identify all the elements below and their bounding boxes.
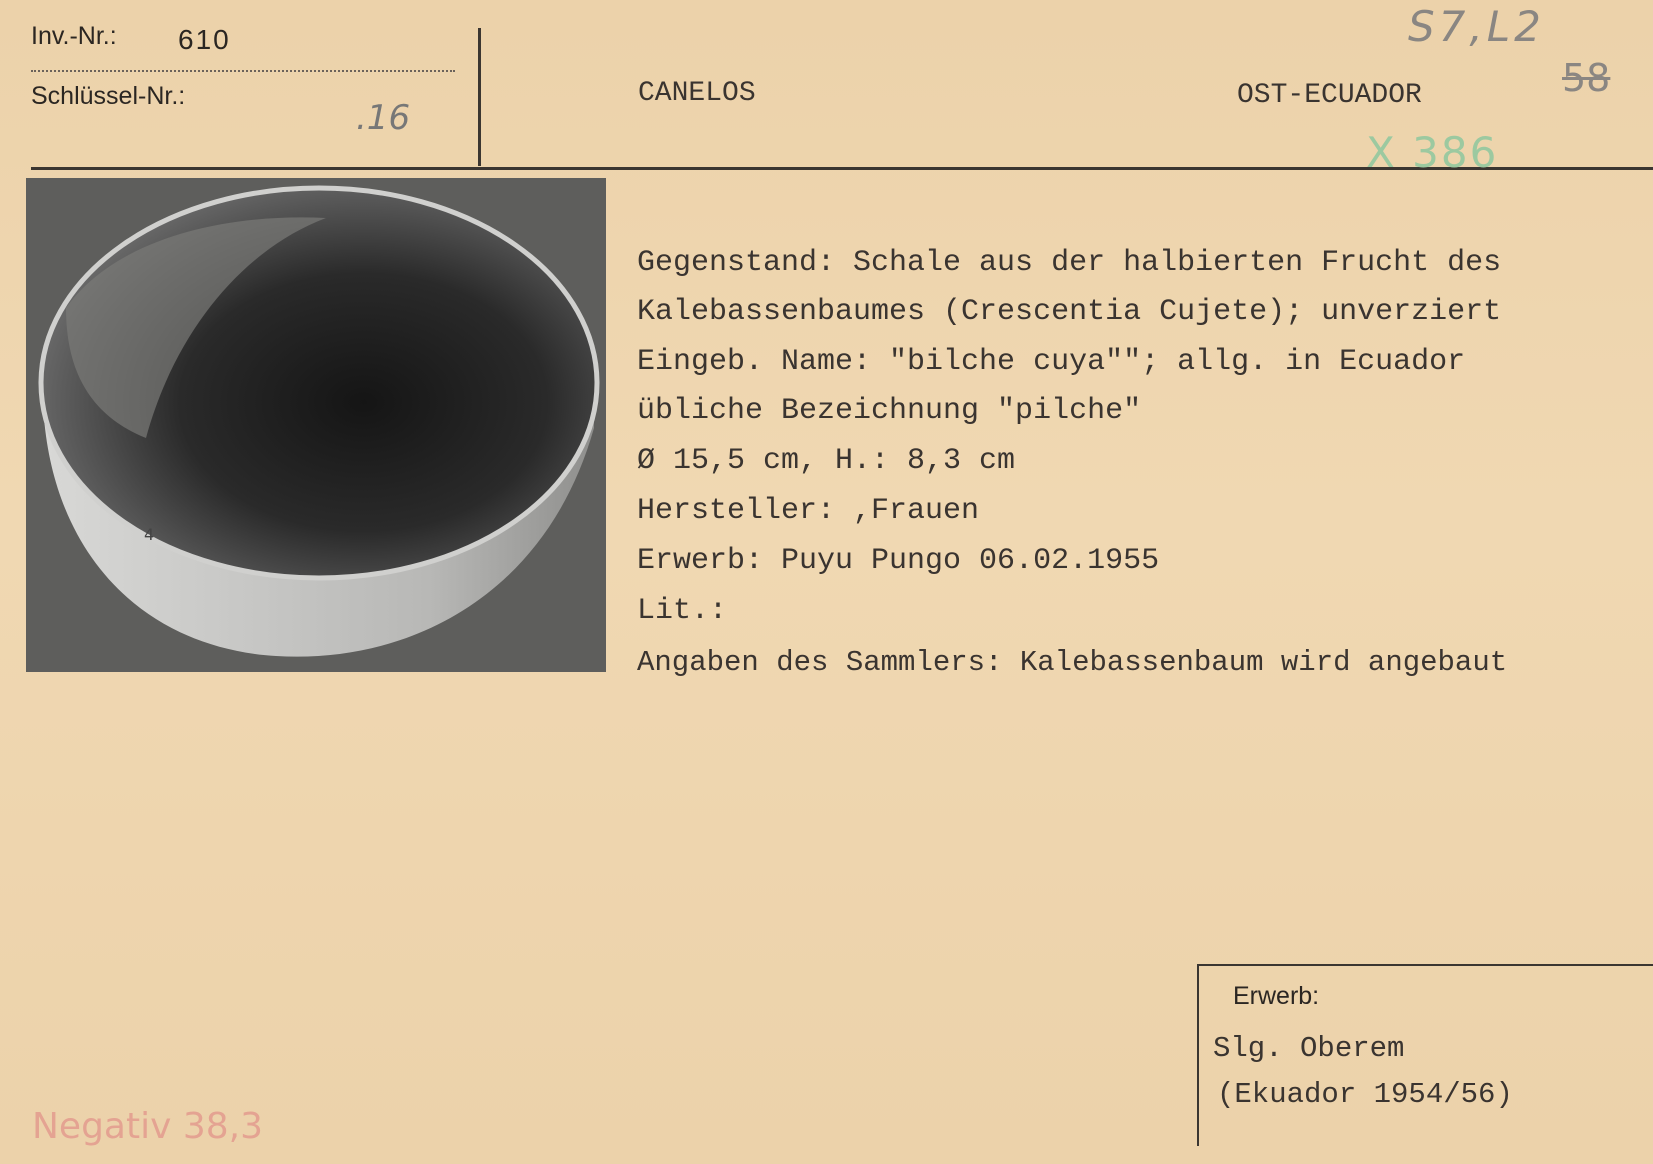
handwritten-struck-number: 58 <box>1562 56 1611 100</box>
object-photograph <box>26 178 606 672</box>
description-line: Angaben des Sammlers: Kalebassenbaum wird angebaut <box>637 646 1508 679</box>
inv-label: Inv.-Nr.: <box>31 22 117 50</box>
handwritten-shelf-mark: S7,L2 <box>1408 2 1545 51</box>
description-line: Eingeb. Name: "bilche cuya""; allg. in Ecuador <box>637 345 1466 379</box>
acquisition-label: Erwerb: <box>1233 982 1320 1010</box>
description-line: Hersteller: ,Frauen <box>637 494 980 528</box>
acquisition-collection: Slg. Oberem <box>1213 1032 1405 1065</box>
description-line: Kalebassenbaumes (Crescentia Cujete); unverziert <box>637 295 1502 329</box>
key-value: .16 <box>356 98 411 138</box>
acquisition-box <box>1197 964 1653 1146</box>
gourd-bowl-photo <box>26 178 606 672</box>
key-label: Schlüssel-Nr.: <box>31 82 186 110</box>
photo-object-mark: 4 <box>144 525 155 544</box>
region-name: OST-ECUADOR <box>1237 80 1422 111</box>
handwritten-negative-number: Negativ 38,3 <box>32 1106 264 1147</box>
acquisition-period: (Ekuador 1954/56) <box>1217 1078 1513 1111</box>
description-line: Lit.: <box>637 594 728 628</box>
handwritten-green-number: X 386 <box>1366 128 1499 177</box>
description-line: übliche Bezeichnung "pilche" <box>637 394 1142 428</box>
description-line: Erwerb: Puyu Pungo 06.02.1955 <box>637 544 1160 578</box>
inv-value: 610 <box>178 24 231 55</box>
description-line: Ø 15,5 cm, H.: 8,3 cm <box>637 444 1016 478</box>
dotted-divider <box>31 70 455 72</box>
place-name: CANELOS <box>638 78 756 109</box>
description-line: Gegenstand: Schale aus der halbierten Frucht des <box>637 246 1502 280</box>
header-vertical-rule <box>478 28 481 166</box>
